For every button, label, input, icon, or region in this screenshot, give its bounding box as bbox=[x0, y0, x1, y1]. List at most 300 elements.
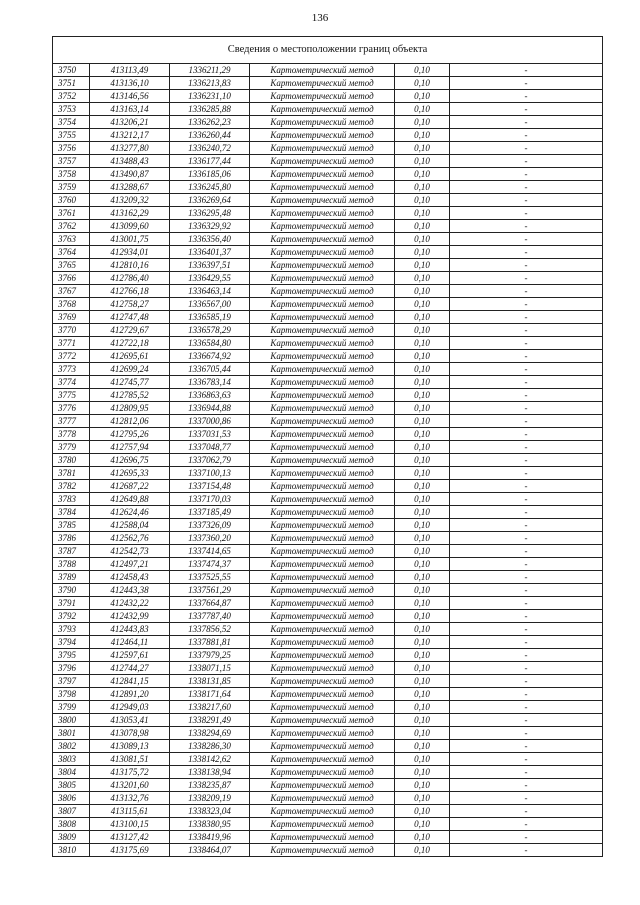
accuracy-cell: 0,10 bbox=[395, 389, 450, 402]
accuracy-cell: 0,10 bbox=[395, 77, 450, 90]
description-cell: - bbox=[450, 545, 603, 558]
description-cell: - bbox=[450, 298, 603, 311]
description-cell: - bbox=[450, 441, 603, 454]
table-row bbox=[53, 545, 603, 558]
description-cell: - bbox=[450, 116, 603, 129]
accuracy-cell: 0,10 bbox=[395, 818, 450, 831]
y-coordinate-cell: 1336329,92 bbox=[170, 220, 250, 233]
table-row bbox=[53, 480, 603, 493]
y-coordinate-cell: 1336578,29 bbox=[170, 324, 250, 337]
x-coordinate-cell: 413136,10 bbox=[90, 77, 170, 90]
table-row bbox=[53, 207, 603, 220]
description-cell: - bbox=[450, 844, 603, 857]
point-number-cell: 3763 bbox=[53, 233, 90, 246]
y-coordinate-cell: 1336567,00 bbox=[170, 298, 250, 311]
point-number-cell: 3789 bbox=[53, 571, 90, 584]
accuracy-cell: 0,10 bbox=[395, 129, 450, 142]
accuracy-cell: 0,10 bbox=[395, 805, 450, 818]
description-cell: - bbox=[450, 519, 603, 532]
accuracy-cell: 0,10 bbox=[395, 571, 450, 584]
description-cell: - bbox=[450, 818, 603, 831]
description-cell: - bbox=[450, 831, 603, 844]
table-row bbox=[53, 740, 603, 753]
method-cell: Картометрический метод bbox=[250, 649, 395, 662]
description-cell: - bbox=[450, 77, 603, 90]
point-number-cell: 3784 bbox=[53, 506, 90, 519]
description-cell: - bbox=[450, 805, 603, 818]
method-cell: Картометрический метод bbox=[250, 545, 395, 558]
x-coordinate-cell: 412443,38 bbox=[90, 584, 170, 597]
x-coordinate-cell: 413206,21 bbox=[90, 116, 170, 129]
table-row bbox=[53, 818, 603, 831]
y-coordinate-cell: 1337561,29 bbox=[170, 584, 250, 597]
table-row bbox=[53, 792, 603, 805]
x-coordinate-cell: 412497,21 bbox=[90, 558, 170, 571]
x-coordinate-cell: 413078,98 bbox=[90, 727, 170, 740]
point-number-cell: 3762 bbox=[53, 220, 90, 233]
accuracy-cell: 0,10 bbox=[395, 194, 450, 207]
description-cell: - bbox=[450, 428, 603, 441]
accuracy-cell: 0,10 bbox=[395, 623, 450, 636]
method-cell: Картометрический метод bbox=[250, 298, 395, 311]
point-number-cell: 3767 bbox=[53, 285, 90, 298]
table-row bbox=[53, 727, 603, 740]
description-cell: - bbox=[450, 701, 603, 714]
description-cell: - bbox=[450, 389, 603, 402]
point-number-cell: 3774 bbox=[53, 376, 90, 389]
method-cell: Картометрический метод bbox=[250, 623, 395, 636]
accuracy-cell: 0,10 bbox=[395, 246, 450, 259]
point-number-cell: 3790 bbox=[53, 584, 90, 597]
point-number-cell: 3764 bbox=[53, 246, 90, 259]
x-coordinate-cell: 412458,43 bbox=[90, 571, 170, 584]
accuracy-cell: 0,10 bbox=[395, 532, 450, 545]
table-row bbox=[53, 194, 603, 207]
y-coordinate-cell: 1336285,88 bbox=[170, 103, 250, 116]
accuracy-cell: 0,10 bbox=[395, 441, 450, 454]
method-cell: Картометрический метод bbox=[250, 155, 395, 168]
method-cell: Картометрический метод bbox=[250, 688, 395, 701]
method-cell: Картометрический метод bbox=[250, 129, 395, 142]
description-cell: - bbox=[450, 467, 603, 480]
y-coordinate-cell: 1338294,69 bbox=[170, 727, 250, 740]
table-row bbox=[53, 831, 603, 844]
y-coordinate-cell: 1336177,44 bbox=[170, 155, 250, 168]
x-coordinate-cell: 413081,51 bbox=[90, 753, 170, 766]
accuracy-cell: 0,10 bbox=[395, 506, 450, 519]
table-row bbox=[53, 155, 603, 168]
table-body bbox=[53, 64, 603, 857]
method-cell: Картометрический метод bbox=[250, 519, 395, 532]
x-coordinate-cell: 413209,32 bbox=[90, 194, 170, 207]
y-coordinate-cell: 1338071,15 bbox=[170, 662, 250, 675]
description-cell: - bbox=[450, 129, 603, 142]
point-number-cell: 3803 bbox=[53, 753, 90, 766]
accuracy-cell: 0,10 bbox=[395, 233, 450, 246]
method-cell: Картометрический метод bbox=[250, 597, 395, 610]
method-cell: Картометрический метод bbox=[250, 805, 395, 818]
accuracy-cell: 0,10 bbox=[395, 363, 450, 376]
accuracy-cell: 0,10 bbox=[395, 675, 450, 688]
method-cell: Картометрический метод bbox=[250, 701, 395, 714]
table-row bbox=[53, 298, 603, 311]
x-coordinate-cell: 413277,80 bbox=[90, 142, 170, 155]
point-number-cell: 3771 bbox=[53, 337, 90, 350]
description-cell: - bbox=[450, 597, 603, 610]
y-coordinate-cell: 1337062,79 bbox=[170, 454, 250, 467]
description-cell: - bbox=[450, 623, 603, 636]
x-coordinate-cell: 412812,06 bbox=[90, 415, 170, 428]
table-row bbox=[53, 675, 603, 688]
table-row bbox=[53, 350, 603, 363]
method-cell: Картометрический метод bbox=[250, 259, 395, 272]
method-cell: Картометрический метод bbox=[250, 402, 395, 415]
table-row bbox=[53, 753, 603, 766]
x-coordinate-cell: 413053,41 bbox=[90, 714, 170, 727]
y-coordinate-cell: 1338217,60 bbox=[170, 701, 250, 714]
y-coordinate-cell: 1338142,62 bbox=[170, 753, 250, 766]
x-coordinate-cell: 413001,75 bbox=[90, 233, 170, 246]
table-row bbox=[53, 844, 603, 857]
method-cell: Картометрический метод bbox=[250, 675, 395, 688]
method-cell: Картометрический метод bbox=[250, 168, 395, 181]
accuracy-cell: 0,10 bbox=[395, 116, 450, 129]
y-coordinate-cell: 1336245,80 bbox=[170, 181, 250, 194]
x-coordinate-cell: 412542,73 bbox=[90, 545, 170, 558]
table-row bbox=[53, 766, 603, 779]
method-cell: Картометрический метод bbox=[250, 272, 395, 285]
point-number-cell: 3801 bbox=[53, 727, 90, 740]
accuracy-cell: 0,10 bbox=[395, 597, 450, 610]
y-coordinate-cell: 1338323,04 bbox=[170, 805, 250, 818]
table-row bbox=[53, 402, 603, 415]
table-row bbox=[53, 584, 603, 597]
table-row bbox=[53, 142, 603, 155]
accuracy-cell: 0,10 bbox=[395, 207, 450, 220]
y-coordinate-cell: 1336783,14 bbox=[170, 376, 250, 389]
method-cell: Картометрический метод bbox=[250, 376, 395, 389]
method-cell: Картометрический метод bbox=[250, 142, 395, 155]
point-number-cell: 3808 bbox=[53, 818, 90, 831]
y-coordinate-cell: 1338380,95 bbox=[170, 818, 250, 831]
description-cell: - bbox=[450, 168, 603, 181]
y-coordinate-cell: 1336213,83 bbox=[170, 77, 250, 90]
y-coordinate-cell: 1336397,51 bbox=[170, 259, 250, 272]
x-coordinate-cell: 413132,76 bbox=[90, 792, 170, 805]
table-row bbox=[53, 636, 603, 649]
table-row bbox=[53, 467, 603, 480]
accuracy-cell: 0,10 bbox=[395, 714, 450, 727]
accuracy-cell: 0,10 bbox=[395, 610, 450, 623]
y-coordinate-cell: 1336429,55 bbox=[170, 272, 250, 285]
y-coordinate-cell: 1337100,13 bbox=[170, 467, 250, 480]
point-number-cell: 3804 bbox=[53, 766, 90, 779]
table-row bbox=[53, 285, 603, 298]
accuracy-cell: 0,10 bbox=[395, 103, 450, 116]
description-cell: - bbox=[450, 155, 603, 168]
accuracy-cell: 0,10 bbox=[395, 649, 450, 662]
point-number-cell: 3769 bbox=[53, 311, 90, 324]
point-number-cell: 3778 bbox=[53, 428, 90, 441]
point-number-cell: 3754 bbox=[53, 116, 90, 129]
point-number-cell: 3788 bbox=[53, 558, 90, 571]
x-coordinate-cell: 413162,29 bbox=[90, 207, 170, 220]
x-coordinate-cell: 412562,76 bbox=[90, 532, 170, 545]
table-row bbox=[53, 376, 603, 389]
description-cell: - bbox=[450, 532, 603, 545]
table-row bbox=[53, 181, 603, 194]
method-cell: Картометрический метод bbox=[250, 818, 395, 831]
x-coordinate-cell: 413201,60 bbox=[90, 779, 170, 792]
x-coordinate-cell: 412729,67 bbox=[90, 324, 170, 337]
description-cell: - bbox=[450, 454, 603, 467]
description-cell: - bbox=[450, 584, 603, 597]
x-coordinate-cell: 412745,77 bbox=[90, 376, 170, 389]
table-row bbox=[53, 506, 603, 519]
point-number-cell: 3760 bbox=[53, 194, 90, 207]
method-cell: Картометрический метод bbox=[250, 77, 395, 90]
accuracy-cell: 0,10 bbox=[395, 428, 450, 441]
y-coordinate-cell: 1336863,63 bbox=[170, 389, 250, 402]
accuracy-cell: 0,10 bbox=[395, 493, 450, 506]
x-coordinate-cell: 412809,95 bbox=[90, 402, 170, 415]
description-cell: - bbox=[450, 402, 603, 415]
method-cell: Картометрический метод bbox=[250, 532, 395, 545]
table-row bbox=[53, 597, 603, 610]
accuracy-cell: 0,10 bbox=[395, 766, 450, 779]
accuracy-cell: 0,10 bbox=[395, 519, 450, 532]
point-number-cell: 3770 bbox=[53, 324, 90, 337]
table-row bbox=[53, 129, 603, 142]
description-cell: - bbox=[450, 90, 603, 103]
point-number-cell: 3779 bbox=[53, 441, 90, 454]
point-number-cell: 3805 bbox=[53, 779, 90, 792]
point-number-cell: 3759 bbox=[53, 181, 90, 194]
y-coordinate-cell: 1337048,77 bbox=[170, 441, 250, 454]
x-coordinate-cell: 412699,24 bbox=[90, 363, 170, 376]
method-cell: Картометрический метод bbox=[250, 662, 395, 675]
description-cell: - bbox=[450, 649, 603, 662]
method-cell: Картометрический метод bbox=[250, 116, 395, 129]
y-coordinate-cell: 1336584,80 bbox=[170, 337, 250, 350]
description-cell: - bbox=[450, 272, 603, 285]
accuracy-cell: 0,10 bbox=[395, 701, 450, 714]
method-cell: Картометрический метод bbox=[250, 844, 395, 857]
point-number-cell: 3777 bbox=[53, 415, 90, 428]
accuracy-cell: 0,10 bbox=[395, 259, 450, 272]
point-number-cell: 3802 bbox=[53, 740, 90, 753]
point-number-cell: 3766 bbox=[53, 272, 90, 285]
accuracy-cell: 0,10 bbox=[395, 558, 450, 571]
x-coordinate-cell: 413175,69 bbox=[90, 844, 170, 857]
point-number-cell: 3753 bbox=[53, 103, 90, 116]
point-number-cell: 3761 bbox=[53, 207, 90, 220]
accuracy-cell: 0,10 bbox=[395, 636, 450, 649]
accuracy-cell: 0,10 bbox=[395, 350, 450, 363]
x-coordinate-cell: 412432,99 bbox=[90, 610, 170, 623]
description-cell: - bbox=[450, 350, 603, 363]
method-cell: Картометрический метод bbox=[250, 467, 395, 480]
x-coordinate-cell: 413212,17 bbox=[90, 129, 170, 142]
method-cell: Картометрический метод bbox=[250, 311, 395, 324]
y-coordinate-cell: 1337979,25 bbox=[170, 649, 250, 662]
method-cell: Картометрический метод bbox=[250, 493, 395, 506]
accuracy-cell: 0,10 bbox=[395, 727, 450, 740]
y-coordinate-cell: 1336585,19 bbox=[170, 311, 250, 324]
x-coordinate-cell: 412649,88 bbox=[90, 493, 170, 506]
accuracy-cell: 0,10 bbox=[395, 467, 450, 480]
y-coordinate-cell: 1338171,64 bbox=[170, 688, 250, 701]
table-row bbox=[53, 116, 603, 129]
x-coordinate-cell: 412588,04 bbox=[90, 519, 170, 532]
description-cell: - bbox=[450, 376, 603, 389]
table-row bbox=[53, 337, 603, 350]
description-cell: - bbox=[450, 220, 603, 233]
y-coordinate-cell: 1337856,52 bbox=[170, 623, 250, 636]
y-coordinate-cell: 1337787,40 bbox=[170, 610, 250, 623]
x-coordinate-cell: 412695,61 bbox=[90, 350, 170, 363]
table-row bbox=[53, 90, 603, 103]
point-number-cell: 3809 bbox=[53, 831, 90, 844]
description-cell: - bbox=[450, 766, 603, 779]
table-row bbox=[53, 324, 603, 337]
method-cell: Картометрический метод bbox=[250, 610, 395, 623]
table-row bbox=[53, 259, 603, 272]
point-number-cell: 3795 bbox=[53, 649, 90, 662]
accuracy-cell: 0,10 bbox=[395, 311, 450, 324]
point-number-cell: 3768 bbox=[53, 298, 90, 311]
description-cell: - bbox=[450, 363, 603, 376]
x-coordinate-cell: 413100,15 bbox=[90, 818, 170, 831]
table-row bbox=[53, 233, 603, 246]
description-cell: - bbox=[450, 311, 603, 324]
description-cell: - bbox=[450, 636, 603, 649]
accuracy-cell: 0,10 bbox=[395, 480, 450, 493]
y-coordinate-cell: 1337154,48 bbox=[170, 480, 250, 493]
method-cell: Картометрический метод bbox=[250, 831, 395, 844]
method-cell: Картометрический метод bbox=[250, 636, 395, 649]
x-coordinate-cell: 412757,94 bbox=[90, 441, 170, 454]
point-number-cell: 3757 bbox=[53, 155, 90, 168]
x-coordinate-cell: 413099,60 bbox=[90, 220, 170, 233]
method-cell: Картометрический метод bbox=[250, 428, 395, 441]
point-number-cell: 3797 bbox=[53, 675, 90, 688]
accuracy-cell: 0,10 bbox=[395, 688, 450, 701]
description-cell: - bbox=[450, 571, 603, 584]
table-row bbox=[53, 714, 603, 727]
x-coordinate-cell: 412432,22 bbox=[90, 597, 170, 610]
point-number-cell: 3775 bbox=[53, 389, 90, 402]
point-number-cell: 3755 bbox=[53, 129, 90, 142]
table-row bbox=[53, 441, 603, 454]
method-cell: Картометрический метод bbox=[250, 64, 395, 77]
method-cell: Картометрический метод bbox=[250, 207, 395, 220]
method-cell: Картометрический метод bbox=[250, 415, 395, 428]
y-coordinate-cell: 1338286,30 bbox=[170, 740, 250, 753]
description-cell: - bbox=[450, 662, 603, 675]
table-row bbox=[53, 532, 603, 545]
y-coordinate-cell: 1336401,37 bbox=[170, 246, 250, 259]
x-coordinate-cell: 413490,87 bbox=[90, 168, 170, 181]
x-coordinate-cell: 412687,22 bbox=[90, 480, 170, 493]
description-cell: - bbox=[450, 792, 603, 805]
description-cell: - bbox=[450, 324, 603, 337]
method-cell: Картометрический метод bbox=[250, 350, 395, 363]
point-number-cell: 3756 bbox=[53, 142, 90, 155]
accuracy-cell: 0,10 bbox=[395, 285, 450, 298]
description-cell: - bbox=[450, 233, 603, 246]
table-row bbox=[53, 415, 603, 428]
accuracy-cell: 0,10 bbox=[395, 662, 450, 675]
accuracy-cell: 0,10 bbox=[395, 181, 450, 194]
description-cell: - bbox=[450, 753, 603, 766]
x-coordinate-cell: 412597,61 bbox=[90, 649, 170, 662]
table-row bbox=[53, 610, 603, 623]
method-cell: Картометрический метод bbox=[250, 714, 395, 727]
point-number-cell: 3751 bbox=[53, 77, 90, 90]
method-cell: Картометрический метод bbox=[250, 506, 395, 519]
table-row bbox=[53, 168, 603, 181]
accuracy-cell: 0,10 bbox=[395, 545, 450, 558]
method-cell: Картометрический метод bbox=[250, 792, 395, 805]
y-coordinate-cell: 1337414,65 bbox=[170, 545, 250, 558]
point-number-cell: 3776 bbox=[53, 402, 90, 415]
y-coordinate-cell: 1338209,19 bbox=[170, 792, 250, 805]
accuracy-cell: 0,10 bbox=[395, 168, 450, 181]
table-row bbox=[53, 246, 603, 259]
y-coordinate-cell: 1338235,87 bbox=[170, 779, 250, 792]
y-coordinate-cell: 1337664,87 bbox=[170, 597, 250, 610]
description-cell: - bbox=[450, 688, 603, 701]
table-row bbox=[53, 389, 603, 402]
table-row bbox=[53, 779, 603, 792]
accuracy-cell: 0,10 bbox=[395, 454, 450, 467]
table-title: Сведения о местоположении границ объекта bbox=[53, 37, 603, 64]
point-number-cell: 3792 bbox=[53, 610, 90, 623]
method-cell: Картометрический метод bbox=[250, 454, 395, 467]
table-row bbox=[53, 363, 603, 376]
y-coordinate-cell: 1336674,92 bbox=[170, 350, 250, 363]
table-row bbox=[53, 272, 603, 285]
description-cell: - bbox=[450, 480, 603, 493]
table-row bbox=[53, 64, 603, 77]
x-coordinate-cell: 413127,42 bbox=[90, 831, 170, 844]
point-number-cell: 3810 bbox=[53, 844, 90, 857]
accuracy-cell: 0,10 bbox=[395, 753, 450, 766]
x-coordinate-cell: 412785,52 bbox=[90, 389, 170, 402]
x-coordinate-cell: 413115,61 bbox=[90, 805, 170, 818]
method-cell: Картометрический метод bbox=[250, 194, 395, 207]
x-coordinate-cell: 412758,27 bbox=[90, 298, 170, 311]
method-cell: Картометрический метод bbox=[250, 740, 395, 753]
method-cell: Картометрический метод bbox=[250, 363, 395, 376]
description-cell: - bbox=[450, 194, 603, 207]
accuracy-cell: 0,10 bbox=[395, 376, 450, 389]
description-cell: - bbox=[450, 610, 603, 623]
y-coordinate-cell: 1337185,49 bbox=[170, 506, 250, 519]
x-coordinate-cell: 412841,15 bbox=[90, 675, 170, 688]
y-coordinate-cell: 1336262,23 bbox=[170, 116, 250, 129]
x-coordinate-cell: 412766,18 bbox=[90, 285, 170, 298]
point-number-cell: 3787 bbox=[53, 545, 90, 558]
accuracy-cell: 0,10 bbox=[395, 90, 450, 103]
y-coordinate-cell: 1337326,09 bbox=[170, 519, 250, 532]
accuracy-cell: 0,10 bbox=[395, 337, 450, 350]
y-coordinate-cell: 1336944,88 bbox=[170, 402, 250, 415]
method-cell: Картометрический метод bbox=[250, 727, 395, 740]
description-cell: - bbox=[450, 415, 603, 428]
table-row bbox=[53, 623, 603, 636]
